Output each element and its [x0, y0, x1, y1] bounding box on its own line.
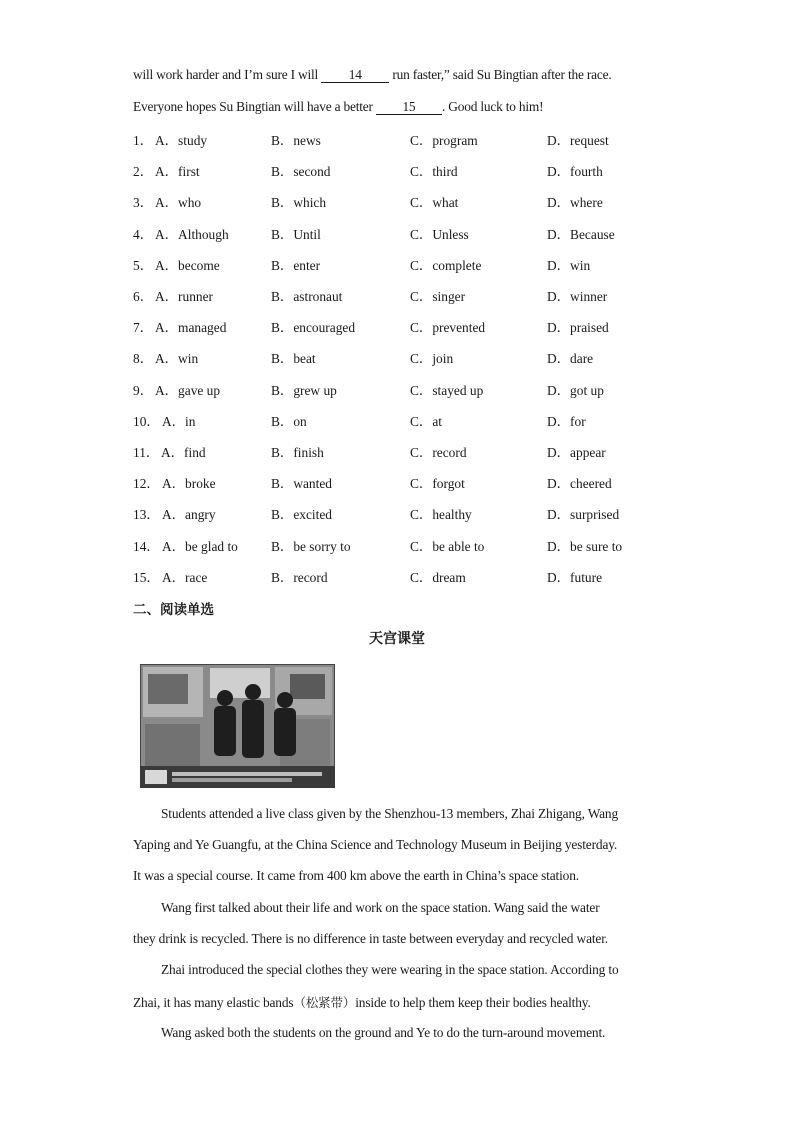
article-title: 天宫课堂	[369, 631, 425, 647]
blank-14: 14	[321, 68, 389, 83]
option-d: D．praised	[547, 320, 609, 336]
question-number: 11．	[133, 445, 160, 460]
question-number: 1．	[133, 133, 154, 148]
passage-line-2	[133, 99, 543, 115]
question-row	[133, 192, 693, 210]
option-d: D．where	[547, 195, 603, 211]
option-c: C．be able to	[410, 538, 485, 554]
paragraph-line: Wang first talked about their life and work on the space station. Wang said the water	[161, 900, 600, 915]
question-number: 7．	[133, 320, 154, 336]
question-number: 4．	[133, 226, 154, 242]
option-b: B．which	[271, 195, 327, 211]
paragraph-line: Zhai introduced the special clothes they were wearing in the space station. According to	[161, 962, 619, 977]
option-c: C．third	[410, 164, 458, 180]
passage-line-1	[133, 67, 611, 83]
option-c: C．program	[410, 133, 478, 148]
option-b: B．be sorry to	[271, 538, 351, 554]
option-c: C．forgot	[410, 476, 465, 492]
option-d: D．future	[547, 569, 603, 585]
paragraph-line: It was a special course. It came from 400 km above the earth in China’s space station.	[133, 868, 579, 883]
option-a: A．study	[155, 133, 208, 148]
question-row	[133, 473, 693, 491]
option-a: A．become	[155, 257, 220, 273]
question-row	[133, 224, 693, 242]
option-a: A．first	[155, 164, 200, 180]
passage-text: . Good luck to him!	[441, 99, 544, 114]
passage-text: run faster,” said Su Bingtian after the race.	[389, 67, 612, 82]
question-row	[133, 317, 693, 335]
option-c: C．dream	[410, 569, 466, 585]
question-row	[133, 536, 693, 554]
question-row	[133, 504, 693, 522]
option-b: B．on	[271, 413, 307, 429]
option-a: A．race	[162, 569, 208, 585]
option-d: D．appear	[547, 445, 606, 460]
question-number: 6．	[133, 289, 154, 304]
question-row	[133, 567, 693, 585]
option-d: D．winner	[547, 289, 608, 304]
option-a: A．find	[161, 445, 206, 460]
option-b: B．wanted	[271, 476, 332, 492]
option-a: A．broke	[162, 476, 216, 492]
question-number: 3．	[133, 195, 154, 211]
question-number: 9．	[133, 382, 154, 398]
option-d: D．surprised	[547, 507, 620, 523]
option-a: A．runner	[155, 289, 214, 304]
option-c: C．singer	[410, 289, 466, 304]
question-row	[133, 411, 693, 429]
option-c: C．prevented	[410, 320, 486, 336]
option-d: D．be sure to	[547, 538, 623, 554]
option-d: D．for	[547, 413, 586, 429]
astronauts-photo	[140, 664, 335, 788]
question-number: 2．	[133, 164, 154, 180]
option-a: A．managed	[155, 320, 227, 336]
passage-text: will work harder and I’m sure I will	[133, 67, 322, 82]
paragraph-line: Wang asked both the students on the ground and Ye to do the turn-around movement.	[161, 1025, 606, 1040]
question-number: 13．	[133, 507, 160, 523]
question-row	[133, 255, 693, 273]
option-a: A．win	[155, 351, 199, 367]
option-d: D．request	[547, 133, 609, 148]
question-row	[133, 380, 693, 398]
option-c: C．healthy	[410, 507, 472, 523]
option-c: C．stayed up	[410, 382, 484, 398]
option-a: A．Although	[155, 226, 229, 242]
option-b: B．finish	[271, 445, 324, 460]
question-number: 10．	[133, 413, 160, 429]
question-row	[133, 348, 693, 366]
question-number: 15．	[133, 569, 160, 585]
option-c: C．join	[410, 351, 454, 367]
blank-15: 15	[376, 100, 442, 115]
option-b: B．grew up	[271, 382, 337, 398]
paragraph-line	[133, 993, 591, 1011]
question-row	[133, 161, 693, 179]
option-d: D．Because	[547, 226, 615, 242]
option-c: C．what	[410, 195, 459, 211]
option-b: B．Until	[271, 226, 321, 242]
option-b: B．encouraged	[271, 320, 356, 336]
question-number: 14．	[133, 538, 160, 554]
question-row	[133, 442, 693, 460]
option-c: C．Unless	[410, 226, 469, 242]
paragraph-line: Yaping and Ye Guangfu, at the China Science and Technology Museum in Beijing yesterday.	[133, 837, 618, 852]
question-number: 5．	[133, 257, 154, 273]
option-b: B．excited	[271, 507, 332, 523]
option-b: B．astronaut	[271, 289, 343, 304]
passage-text: Everyone hopes Su Bingtian will have a better	[133, 99, 376, 114]
section-heading: 二、阅读单选	[133, 602, 214, 618]
option-a: A．angry	[162, 507, 216, 523]
option-c: C．record	[410, 445, 467, 460]
chinese-gloss: （松紧带）	[293, 995, 356, 1010]
option-d: D．win	[547, 257, 591, 273]
option-d: D．cheered	[547, 476, 612, 492]
paragraph-line: Students attended a live class given by the Shenzhou-13 members, Zhai Zhigang, Wang	[161, 806, 619, 821]
paragraph-text: Zhai, it has many elastic bands	[133, 995, 294, 1010]
option-d: D．got up	[547, 382, 604, 398]
paragraph-text: inside to help them keep their bodies healthy.	[355, 995, 591, 1010]
option-b: B．news	[271, 133, 321, 148]
option-b: B．second	[271, 164, 331, 180]
option-c: C．complete	[410, 257, 482, 273]
option-a: A．be glad to	[162, 538, 238, 554]
option-b: B．beat	[271, 351, 316, 367]
question-number: 12．	[133, 476, 160, 492]
question-number: 8．	[133, 351, 154, 367]
option-d: D．fourth	[547, 164, 603, 180]
question-row	[133, 130, 693, 148]
option-a: A．who	[155, 195, 202, 211]
option-a: A．in	[162, 413, 196, 429]
paragraph-line: they drink is recycled. There is no difference in taste between everyday and recycled water.	[133, 931, 608, 946]
question-row	[133, 286, 693, 304]
option-c: C．at	[410, 413, 442, 429]
option-a: A．gave up	[155, 382, 221, 398]
option-b: B．record	[271, 569, 328, 585]
option-d: D．dare	[547, 351, 594, 367]
option-b: B．enter	[271, 257, 321, 273]
